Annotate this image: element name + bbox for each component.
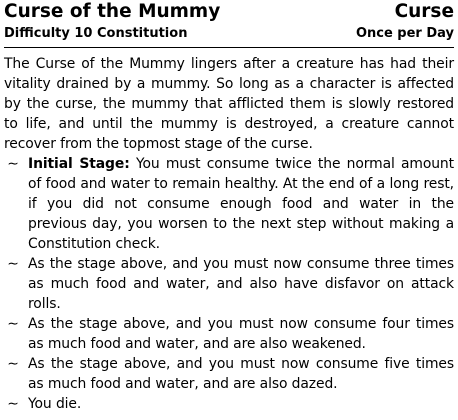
stage-item <box>4 314 454 354</box>
stage-list <box>4 154 454 414</box>
curse-type: Curse <box>394 1 454 22</box>
stage-item <box>4 254 454 314</box>
tilde-bullet-icon: ∼ <box>7 396 19 412</box>
subtitle-row <box>4 24 454 44</box>
curse-description: The Curse of the Mummy lingers after a creature has had their vitality drained by a mummy. So long as a character is affected by the curse, the mummy that afflicted them is slowly restored to life, and until the mummy is destroyed, a creature cannot recover from the topmost stage of the curse. <box>4 56 454 152</box>
tilde-bullet-icon: ∼ <box>7 256 19 272</box>
curse-stat-block <box>4 0 454 414</box>
stage-item <box>4 354 454 394</box>
stage-name: Initial Stage: <box>28 156 130 172</box>
stage-text: You must consume twice the normal amount of food and water to remain healthy. At the end of a long rest, if you did not consume enough food and water in the previous day, you worsen to the next step without making a Constitution check. <box>28 156 454 252</box>
stage-text: As the stage above, and you must now consume three times as much food and water, and also have disfavor on attack rolls. <box>28 256 454 312</box>
stage-item <box>4 394 454 414</box>
frequency-label: Once per Day <box>355 26 454 41</box>
tilde-bullet-icon: ∼ <box>7 316 19 332</box>
stage-text: As the stage above, and you must now consume five times as much food and water, and are also dazed. <box>28 356 454 392</box>
difficulty-label: Difficulty 10 Constitution <box>4 26 188 41</box>
header-divider <box>4 47 454 48</box>
tilde-bullet-icon: ∼ <box>7 156 19 172</box>
stage-text: As the stage above, and you must now consume four times as much food and water, and are also weakened. <box>28 316 454 352</box>
title-row <box>4 0 454 23</box>
stage-text: You die. <box>28 396 82 412</box>
tilde-bullet-icon: ∼ <box>7 356 19 372</box>
curse-title: Curse of the Mummy <box>4 1 221 22</box>
stage-item <box>4 154 454 254</box>
